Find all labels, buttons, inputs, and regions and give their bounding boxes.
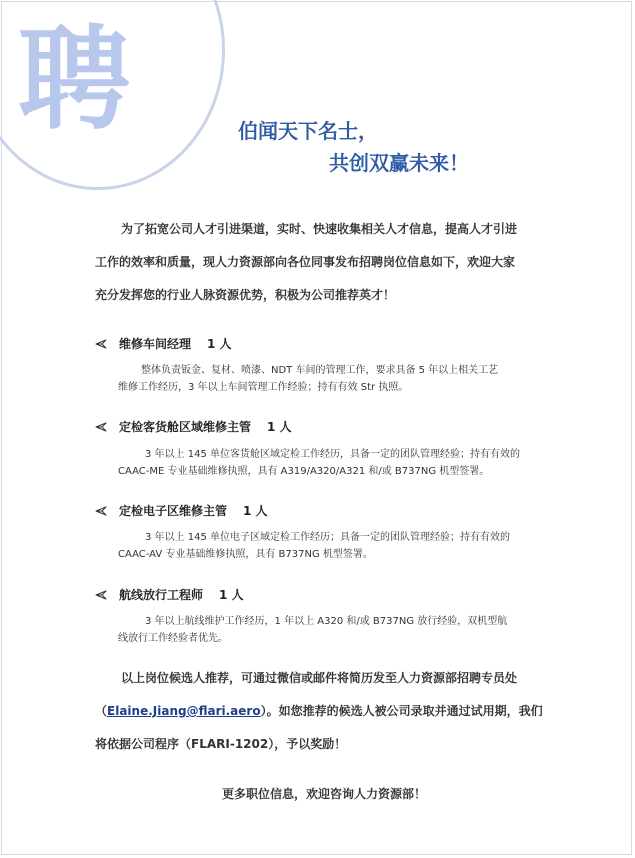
- job-title-text: 定检电子区维修主管: [119, 504, 228, 518]
- job-title-text: 定检客货舱区域维修主管: [119, 420, 252, 434]
- slogan-line-1: 伯闻天下名士，: [238, 119, 378, 143]
- job-item-cabin-supervisor: [95, 418, 292, 435]
- job-count: 1 人: [243, 504, 268, 518]
- job-desc-line: CAAC-AV 专业基础维修执照，具有 B737NG 机型签署。: [118, 549, 373, 560]
- closing-line-2-rest: ）。如您推荐的候选人被公司录取并通过试用期，我们: [260, 704, 543, 718]
- job-item-line-release-engineer: [95, 586, 244, 603]
- job-desc-line: CAAC-ME 专业基础维修执照，具有 A319/A320/A321 和/或 B737NG 机型签署。: [118, 466, 490, 477]
- job-desc-line: 3 年以上航线维护工作经历，1 年以上 A320 和/或 B737NG 放行经验，双机型航: [145, 616, 508, 627]
- job-desc-line: 整体负责钣金、复材、喷漆、NDT 车间的管理工作，要求具备 5 年以上相关工艺: [141, 365, 499, 376]
- intro-line-2: 工作的效率和质量，现人力资源部向各位同事发布招聘岗位信息如下，欢迎大家: [95, 255, 516, 269]
- recruit-character: 聘: [18, 15, 130, 145]
- slogan-line-2: 共创双赢未来！: [329, 151, 469, 175]
- job-desc-line: 线放行工作经验者优先。: [118, 633, 228, 644]
- airplane-icon: [95, 421, 107, 433]
- closing-line-2: [95, 702, 543, 719]
- footer-note: 更多职位信息，欢迎咨询人力资源部！: [222, 787, 427, 801]
- closing-line-3: 将依据公司程序（FLARI-1202），予以奖励！: [95, 737, 347, 751]
- paren-open: （: [95, 704, 108, 718]
- job-count: 1 人: [219, 588, 244, 602]
- job-item-avionics-supervisor: [95, 502, 268, 519]
- job-desc-line: 维修工作经历，3 年以上车间管理工作经验；持有有效 Str 执照。: [118, 382, 409, 393]
- job-title-text: 维修车间经理: [119, 337, 192, 351]
- job-desc-line: 3 年以上 145 单位客货舱区域定检工作经历，具备一定的团队管理经验；持有有效的: [145, 449, 520, 460]
- job-count: 1 人: [267, 420, 292, 434]
- job-count: 1 人: [207, 337, 232, 351]
- closing-line-1: 以上岗位候选人推荐，可通过微信或邮件将简历发至人力资源部招聘专员处: [121, 671, 518, 685]
- airplane-icon: [95, 505, 107, 517]
- airplane-icon: [95, 338, 107, 350]
- job-item-workshop-manager: [95, 335, 232, 352]
- airplane-icon: [95, 589, 107, 601]
- job-title-text: 航线放行工程师: [119, 588, 204, 602]
- email-link[interactable]: Elaine.Jiang@flari.aero: [107, 704, 261, 718]
- intro-line-3: 充分发挥您的行业人脉资源优势，积极为公司推荐英才！: [95, 288, 396, 302]
- job-desc-line: 3 年以上 145 单位电子区域定检工作经历；具备一定的团队管理经验；持有有效的: [145, 532, 510, 543]
- intro-line-1: 为了拓宽公司人才引进渠道，实时、快速收集相关人才信息，提高人才引进: [121, 222, 518, 236]
